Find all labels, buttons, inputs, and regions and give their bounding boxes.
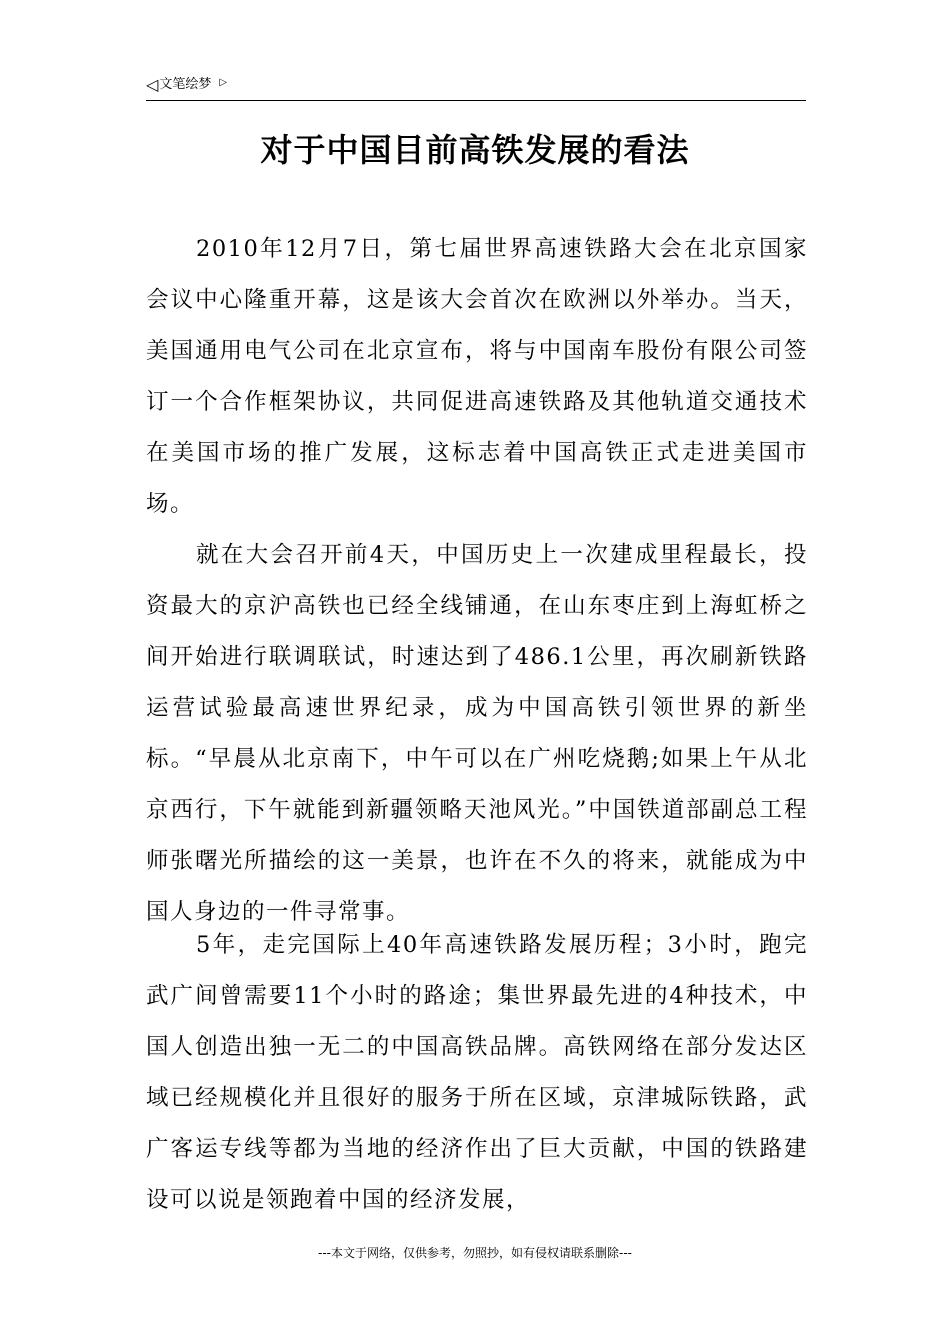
page-header <box>146 74 806 101</box>
triangle-left-icon: ◁ <box>146 75 159 94</box>
body-paragraph: 就在大会召开前4天，中国历史上一次建成里程最长，投资最大的京沪高铁也已经全线铺通，在山东枣庄到上海虹桥之间开始进行联调联试，时速达到了486.1公里，再次刷新铁路运营试验最高速世界纪录，成为中国高铁引领世界的新坐标。“早晨从北京南下，中午可以在广州吃烧鹅;如果上午从北京西行，下午就能到新疆领略天池风光。”中国铁道部副总工程师张曙光所描绘的这一美景，也许在不久的将来，就能成为中国人身边的一件寻常事。 <box>146 542 808 925</box>
document-title: 对于中国目前高铁发展的看法 <box>260 131 690 169</box>
footer-notice: ---本文于网络，仅供参考，勿照抄，如有侵权请联系删除--- <box>318 1246 632 1260</box>
header-brand: 文笔绘梦 <box>159 77 212 92</box>
body-paragraph: 2010年12月7日，第七届世界高速铁路大会在北京国家会议中心隆重开幕，这是该大会首次在欧洲以外举办。当天，美国通用电气公司在北京宣布，将与中国南车股份有限公司签订一个合作框架协议，共同促进高速铁路及其他轨道交通技术在美国市场的推广发展，这标志着中国高铁正式走进美国市场。 <box>146 236 808 517</box>
triangle-right-icon: ▷ <box>219 77 228 88</box>
body-paragraph: 5年，走完国际上40年高速铁路发展历程；3小时，跑完武广间曾需要11个小时的路途；集世界最先进的4种技术，中国人创造出独一无二的中国高铁品牌。高铁网络在部分发达区域已经规模化并且很好的服务于所在区域，京津城际铁路，武广客运专线等都为当地的经济作出了巨大贡献，中国的铁路建设可以说是领跑着中国的经济发展， <box>146 932 808 1213</box>
